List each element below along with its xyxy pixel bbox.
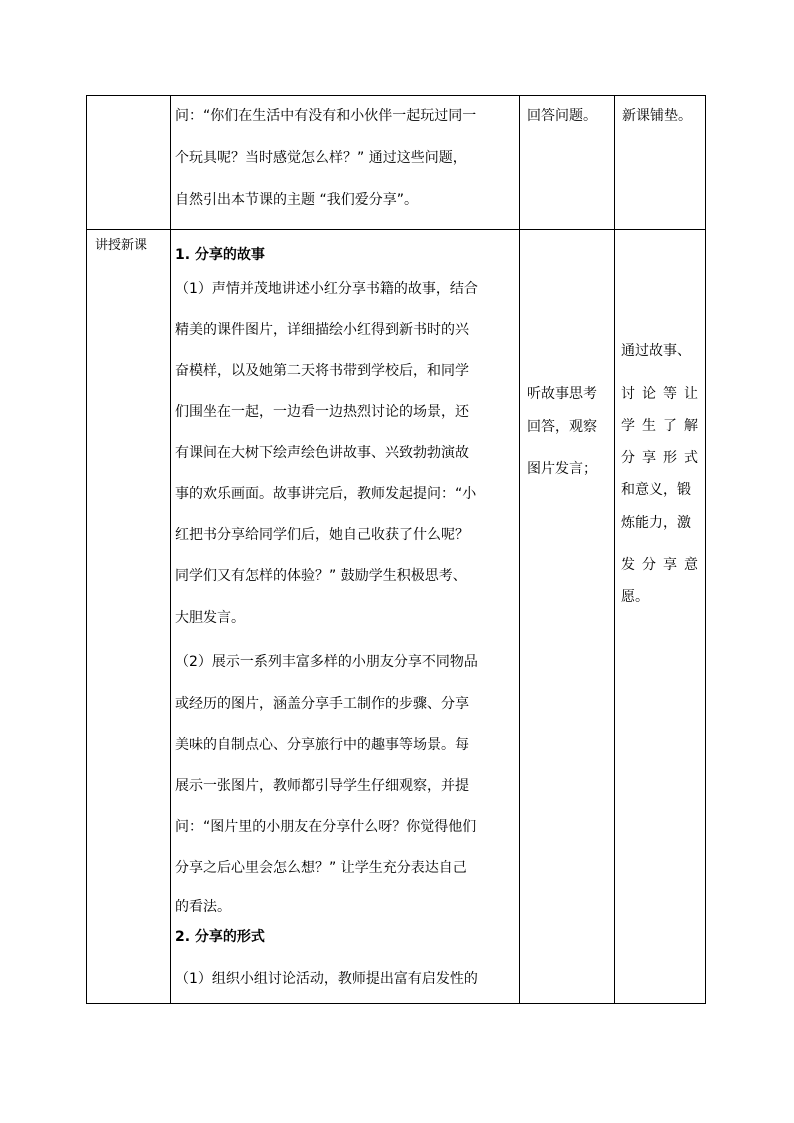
- column-divider: [614, 96, 615, 229]
- text-line: 个玩具呢？当时感觉怎么样？” 通过这些问题，: [175, 150, 467, 166]
- column-divider: [170, 230, 171, 1003]
- text-line: 讨论等让: [621, 386, 698, 402]
- text-line: 问：“你们在生活中有没有和小伙伴一起玩过同一: [175, 108, 477, 124]
- text-line: 展示一张图片，教师都引导学生仔细观察，并提: [175, 778, 469, 794]
- text-line: （2）展示一系列丰富多样的小朋友分享不同物品: [175, 654, 478, 670]
- text-line: 红把书分享给同学们后，她自己收获了什么呢？: [175, 527, 469, 543]
- text-line: 们围坐在一起，一边看一边热烈讨论的场景，还: [175, 404, 469, 420]
- text-line: 精美的课件图片，详细描绘小红得到新书时的兴: [175, 322, 469, 338]
- table-row: [87, 230, 705, 1003]
- column-divider: [170, 96, 171, 229]
- text-line: （1）组织小组讨论活动，教师提出富有启发性的: [175, 971, 478, 987]
- text-line: 回答，观察: [527, 419, 597, 435]
- text-line: 愿。: [621, 589, 649, 605]
- text-line: 通过故事、: [621, 343, 691, 359]
- text-line: 发分享意: [621, 557, 698, 573]
- text-line: 听故事思考: [527, 386, 597, 402]
- text-line: 有课间在大树下绘声绘色讲故事、兴致勃勃演故: [175, 445, 469, 461]
- text-line: 回答问题。: [527, 108, 597, 124]
- text-line: 和意义，锻: [621, 482, 691, 498]
- section-heading: 1. 分享的故事: [175, 247, 265, 263]
- column-divider: [614, 230, 615, 1003]
- text-line: 大胆发言。: [175, 610, 245, 626]
- lesson-plan-table: [86, 95, 706, 1004]
- column-divider: [519, 230, 520, 1003]
- table-row: [87, 96, 705, 230]
- text-line: 奋模样，以及她第二天将书带到学校后，和同学: [175, 363, 469, 379]
- text-line: 问：“图片里的小朋友在分享什么呀？你觉得他们: [175, 819, 477, 835]
- text-line: 学生了解: [621, 418, 698, 434]
- stage-label: 讲授新课: [95, 238, 148, 253]
- text-line: 自然引出本节课的主题 “我们爱分享”。: [175, 192, 418, 208]
- text-line: 事的欢乐画面。故事讲完后，教师发起提问：“小: [175, 486, 477, 502]
- text-line: 图片发言；: [527, 461, 597, 477]
- text-line: 美味的自制点心、分享旅行中的趣事等场景。每: [175, 737, 469, 753]
- section-heading: 2. 分享的形式: [175, 929, 265, 945]
- text-line: 分享之后心里会怎么想？” 让学生充分表达自己: [175, 860, 467, 876]
- text-line: 新课铺垫。: [622, 108, 692, 124]
- text-line: 分享形式: [621, 450, 698, 466]
- text-line: 的看法。: [175, 899, 231, 915]
- text-line: 同学们又有怎样的体验？” 鼓励学生积极思考、: [175, 568, 467, 584]
- text-line: （1）声情并茂地讲述小红分享书籍的故事，结合: [175, 281, 478, 297]
- column-divider: [519, 96, 520, 229]
- text-line: 或经历的图片，涵盖分享手工制作的步骤、分享: [175, 696, 469, 712]
- text-line: 炼能力，激: [621, 515, 691, 531]
